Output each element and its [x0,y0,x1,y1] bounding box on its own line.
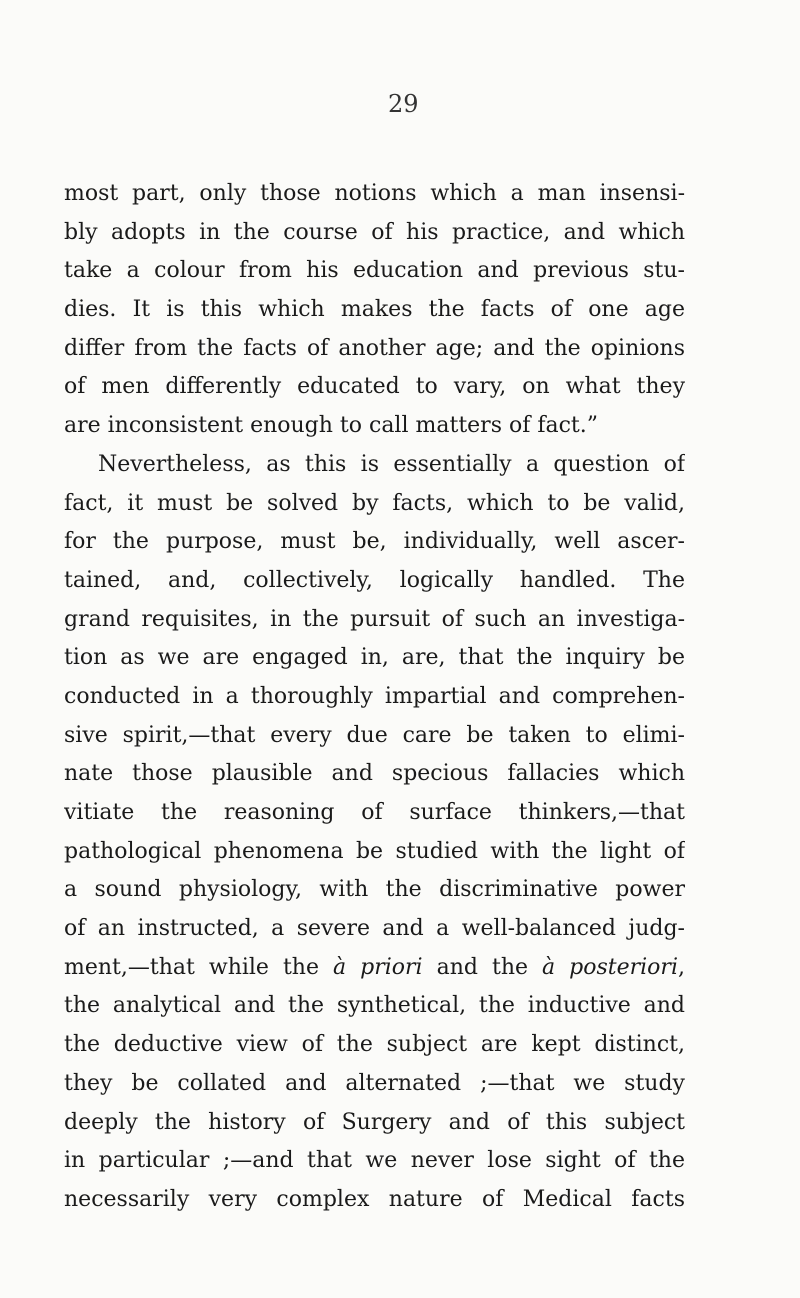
text-line: conducted in a thoroughly impartial and comprehen- [64,683,685,709]
text-line: most part, only those notions which a man insensi- [64,181,685,206]
text-segment: , [677,954,685,980]
text-line: the deductive view of the subject are kept distinct, [64,1032,685,1058]
text-line: sive spirit,—that every due care be taken to elimi- [64,722,685,748]
text-line: they be collated and alternated ;—that we study [64,1070,685,1096]
text-line: deeply the history of Surgery and of this subject [64,1109,685,1135]
text-line: necessarily very complex nature of Medical facts [64,1186,685,1212]
text-segment: ment,—that while the [64,954,334,980]
text-line: differ from the facts of another age; and the opinions [64,335,685,361]
text-line [64,949,685,988]
text-line: the analytical and the synthetical, the inductive and [64,993,685,1019]
text-line: nate those plausible and specious fallacies which [64,761,685,787]
text-line: are inconsistent enough to call matters of fact.” [64,413,599,439]
text-line: tion as we are engaged in, are, that the inquiry be [64,645,685,671]
text-line: of men differently educated to vary, on what they [64,374,685,400]
page-number: 29 [388,90,419,118]
text-line: in particular ;—and that we never lose sight of the [64,1148,685,1174]
text-line: a sound physiology, with the discriminative power [64,877,685,903]
text-line: Nevertheless, as this is essentially a question of [98,451,685,477]
text-line: bly adopts in the course of his practice, and which [64,219,685,245]
text-line: take a colour from his education and previous stu- [64,258,685,284]
text-line: tained, and, collectively, logically handled. The [64,567,685,593]
text-line: for the purpose, must be, individually, well ascer- [64,529,685,555]
text-line: grand requisites, in the pursuit of such an investiga- [64,606,685,632]
body-text [64,175,685,1220]
text-line: dies. It is this which makes the facts of one age [64,297,685,323]
text-line: pathological phenomena be studied with the light of [64,838,685,864]
text-segment: and the [422,954,543,980]
text-line: vitiate the reasoning of surface thinkers,—that [64,800,685,825]
italic-phrase: à priori [333,954,423,980]
italic-phrase: à posteriori [542,954,678,980]
text-line: of an instructed, a severe and a well-balanced judg- [64,916,685,942]
text-line: fact, it must be solved by facts, which to be valid, [64,490,685,516]
